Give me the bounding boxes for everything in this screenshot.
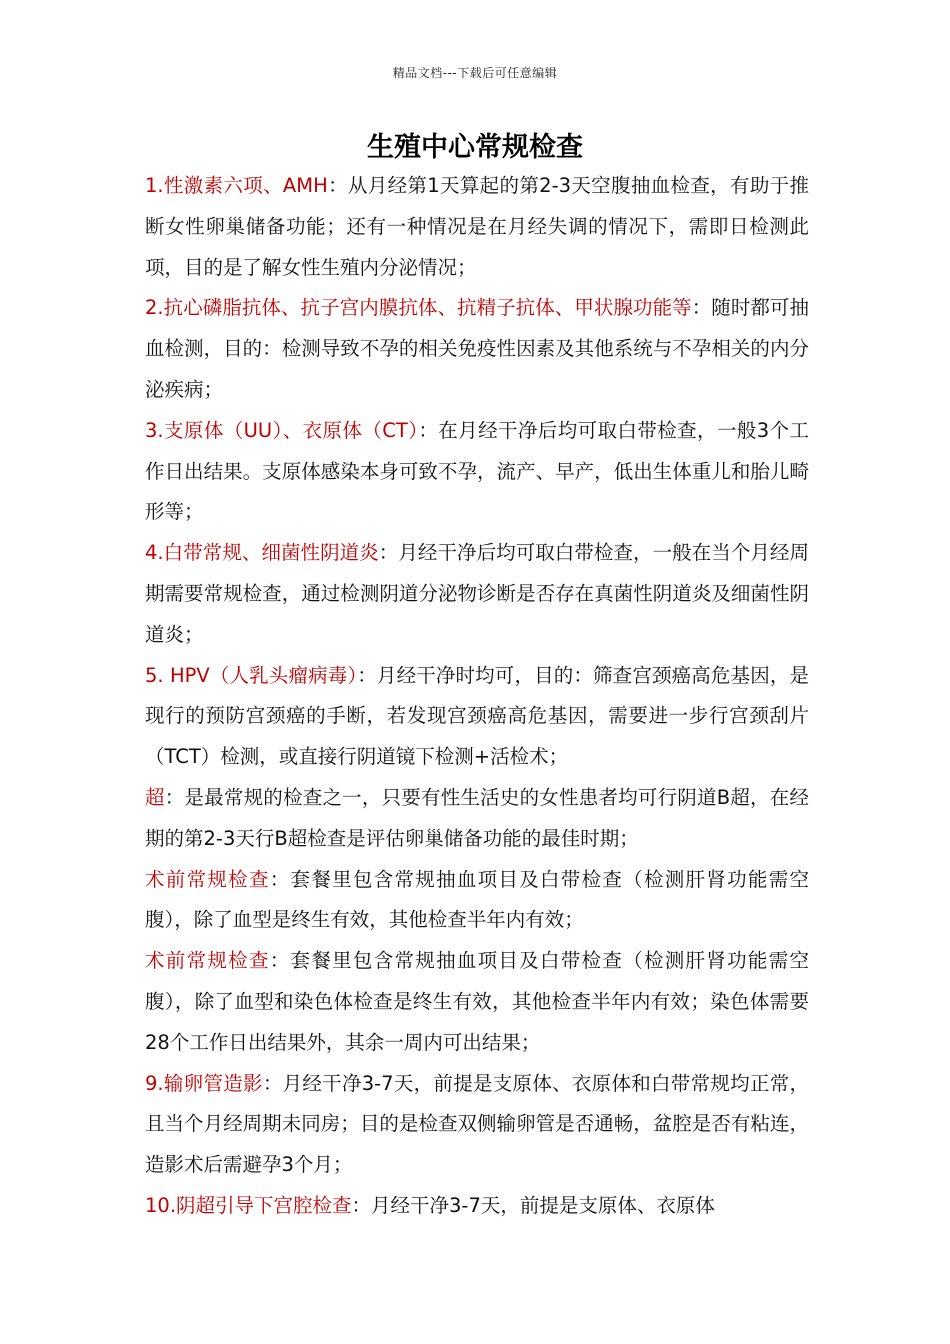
list-item <box>145 1186 809 1227</box>
list-item <box>145 411 809 533</box>
item-label: 3.支原体（UU）、衣原体（CT） <box>145 418 419 442</box>
item-text: ：从月经第1天算起的第2-3天空腹抽血检查，有助于推断女性卵巢储备功能；还有一种情况是在月经失调的情况下，需即日检测此项，目的是了解女性生殖内分泌情况； <box>145 174 809 279</box>
item-text: ：月经干净3-7天，前提是支原体、衣原体和白带常规均正常，且当个月经周期未同房；目的是检查双侧输卵管是否通畅，盆腔是否有粘连，造影术后需避孕3个月； <box>145 1071 810 1177</box>
item-label: 1.性激素六项、AMH <box>145 174 328 197</box>
item-text: ：月经干净时均可，目的：筛查宫颈癌高危基因，是现行的预防宫颈癌的手断，若发现宫颈癌高危基因，需要进一步行宫颈刮片（TCT）检测，或直接行阴道镜下检测+活检术； <box>145 663 809 769</box>
list-item <box>145 288 809 410</box>
list-item <box>145 656 809 778</box>
header-note: 精品文档---下载后可任意编辑 <box>392 66 558 80</box>
item-label: 9.输卵管造影 <box>145 1071 263 1095</box>
page-title: 生殖中心常规检查 <box>367 132 583 163</box>
item-label: 超 <box>145 785 165 809</box>
item-text: ：套餐里包含常规抽血项目及白带检查（检测肝肾功能需空腹），除了血型和染色体检查是终生有效，其他检查半年内有效；染色体需要28个工作日出结果外，其余一周内可出结果； <box>145 949 809 1054</box>
list-item <box>145 941 809 1063</box>
list-item <box>145 533 809 655</box>
item-text: ：在月经干净后均可取白带检查，一般3个工作日出结果。支原体感染本身可致不孕，流产、早产，低出生体重儿和胎儿畸形等； <box>145 418 809 524</box>
item-text: ：随时都可抽血检测，目的：检测导致不孕的相关免疫性因素及其他系统与不孕相关的内分泌疾病； <box>145 296 809 401</box>
item-text: ：月经干净后均可取白带检查，一般在当个月经周期需要常规检查，通过检测阴道分泌物诊断是否存在真菌性阴道炎及细菌性阴道炎； <box>145 541 809 646</box>
item-label: 2.抗心磷脂抗体、抗子宫内膜抗体、抗精子抗体、甲状腺功能等 <box>145 296 692 320</box>
item-label: 4.白带常规、细菌性阴道炎 <box>145 541 379 565</box>
list-item <box>145 860 809 942</box>
item-label: 5. HPV（人乳头瘤病毒） <box>145 663 358 687</box>
item-label: 10.阴超引导下宫腔检查 <box>145 1193 352 1217</box>
item-label: 术前常规检查 <box>145 867 270 891</box>
document-body <box>145 166 809 1227</box>
list-item <box>145 166 809 288</box>
item-text: ：套餐里包含常规抽血项目及白带检查（检测肝肾功能需空腹），除了血型是终生有效，其他检查半年内有效； <box>145 867 809 932</box>
item-text: ：是最常规的检查之一，只要有性生活史的女性患者均可行阴道B超，在经期的第2-3天行B超检查是评估卵巢储备功能的最佳时期； <box>145 785 809 850</box>
list-item <box>145 778 809 860</box>
list-item <box>145 1064 809 1186</box>
item-label: 术前常规检查 <box>145 949 270 973</box>
item-text: ：月经干净3-7天，前提是支原体、衣原体 <box>351 1193 715 1217</box>
